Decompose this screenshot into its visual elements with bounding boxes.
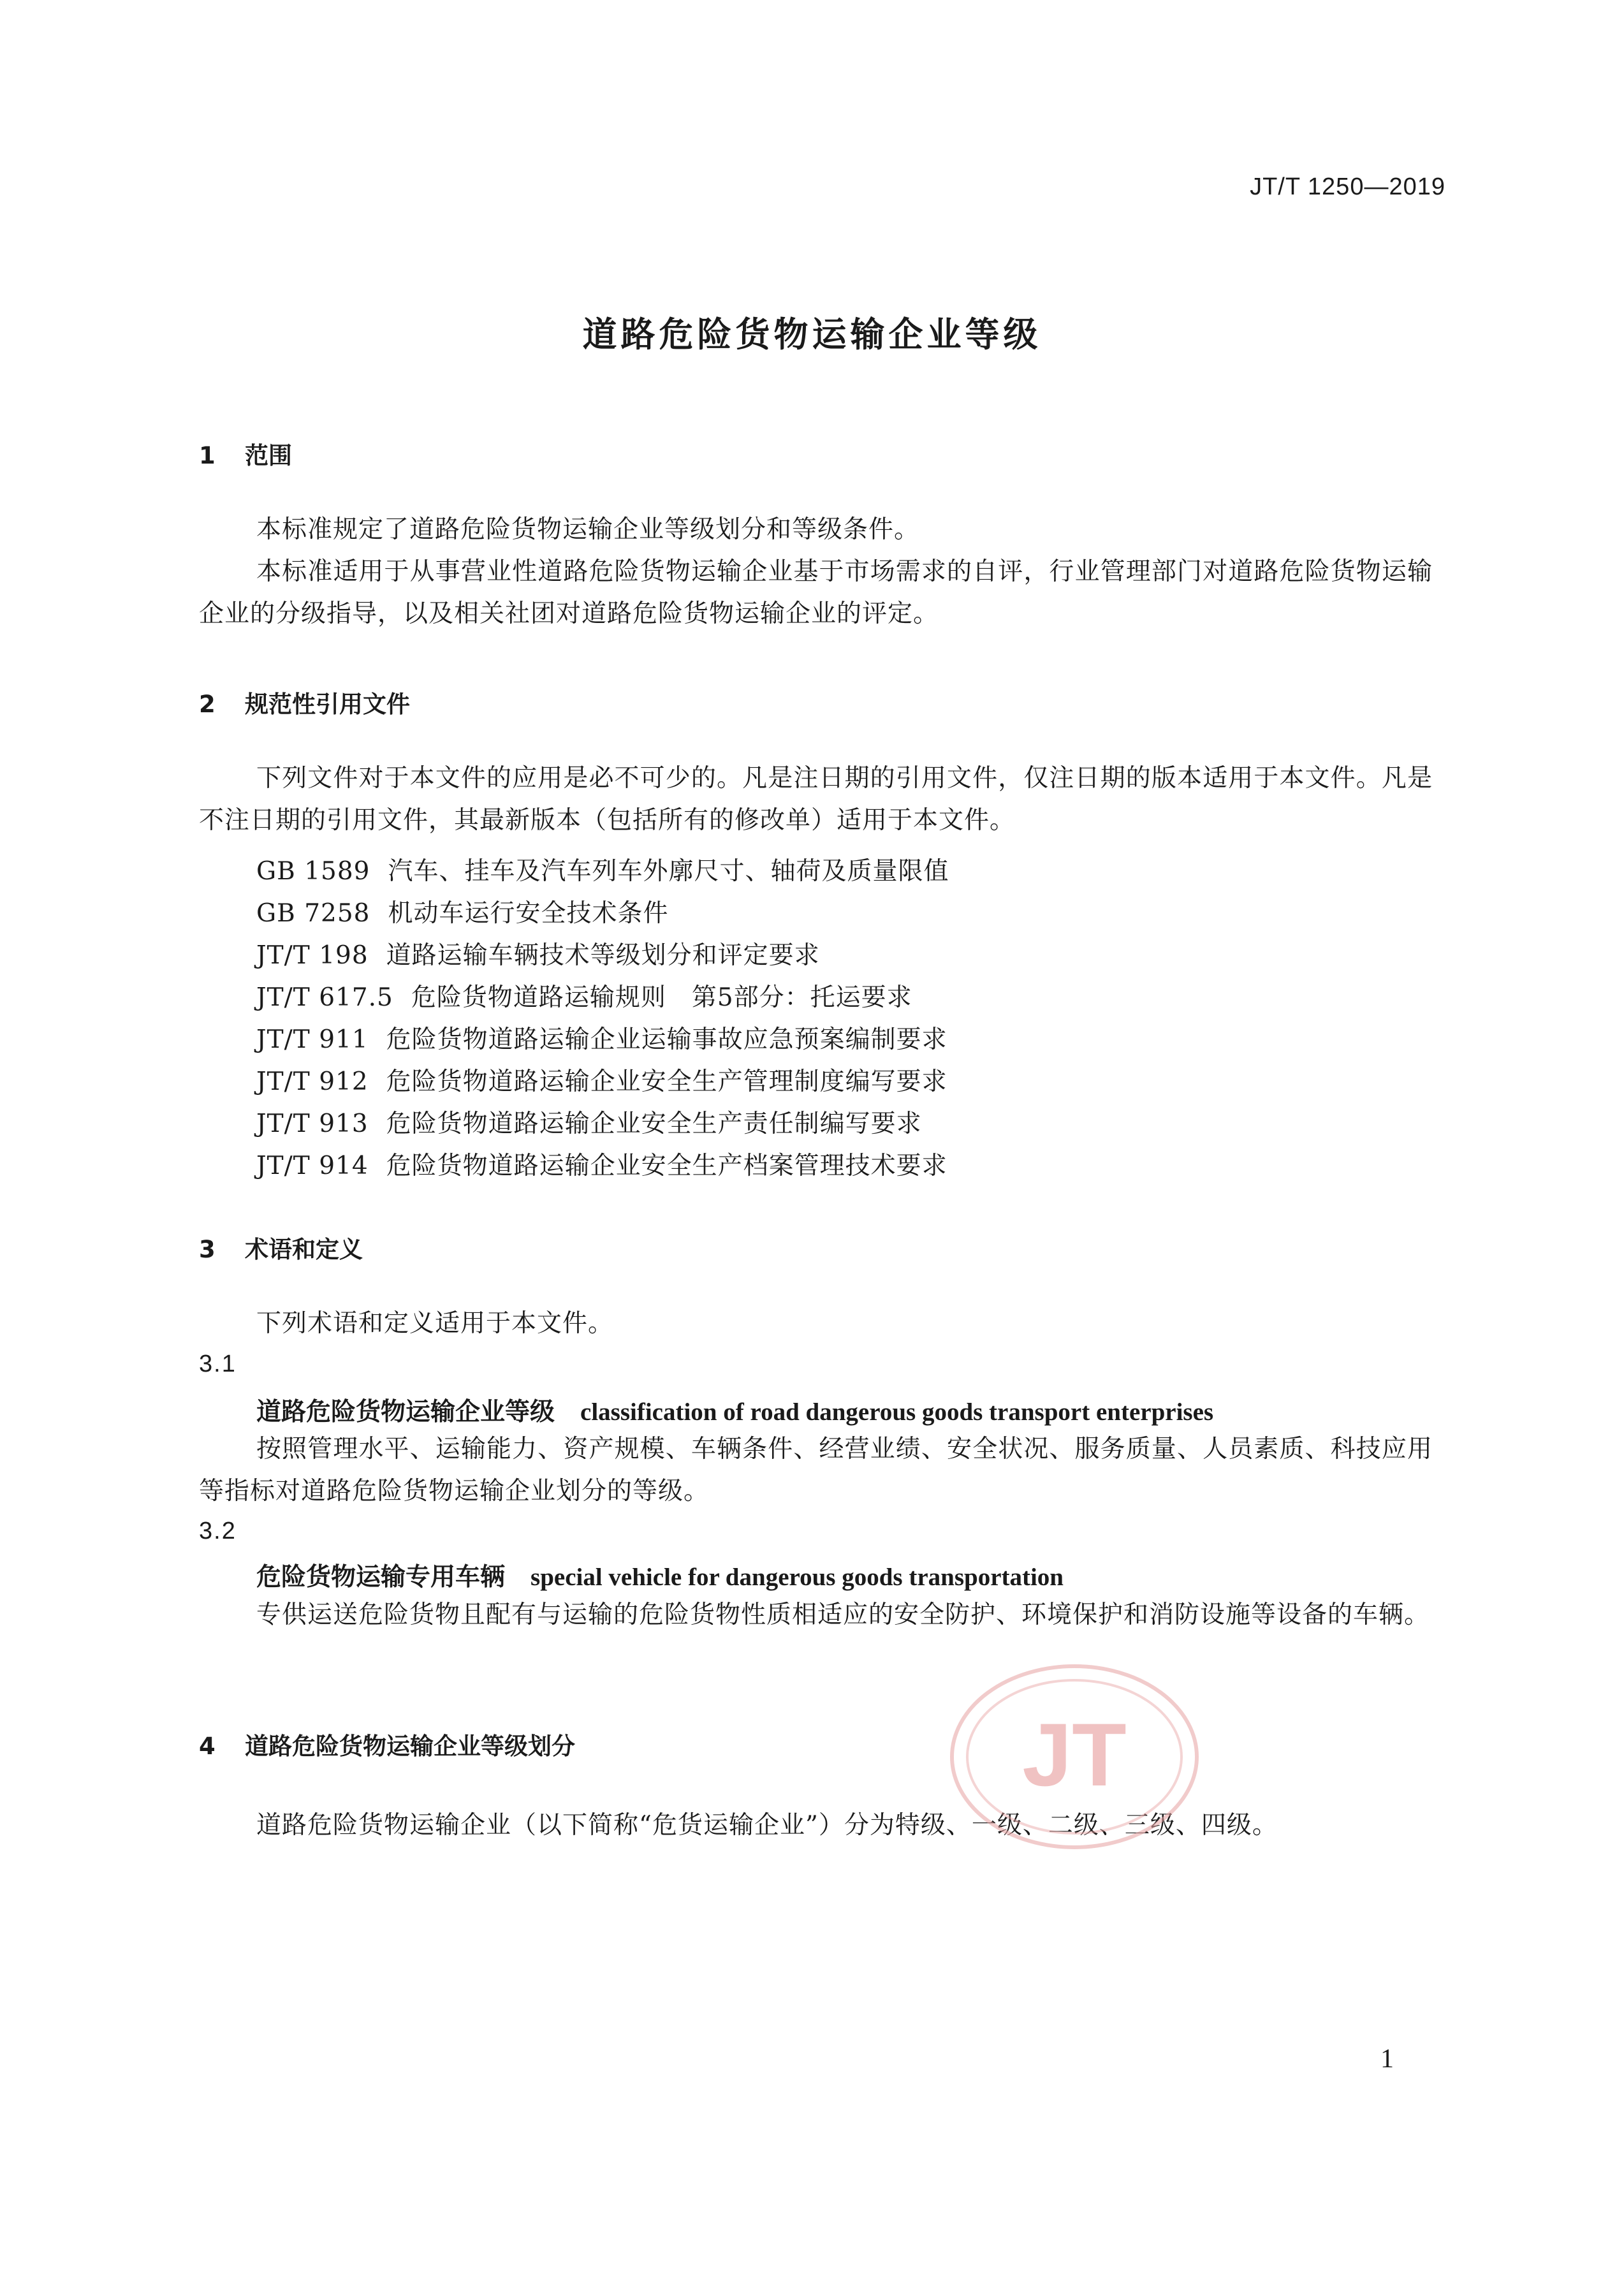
section-2-intro: 下列文件对于本文件的应用是必不可少的。凡是注日期的引用文件，仅注日期的版本适用于本文件。凡是不注日期的引用文件，其最新版本（包括所有的修改单）适用于本文件。 bbox=[199, 764, 1433, 835]
term-english: classification of road dangerous goods transport enterprises bbox=[580, 1398, 1214, 1426]
reference-item bbox=[256, 978, 912, 1013]
reference-code: JT/T 911 bbox=[256, 1025, 369, 1054]
section-number: 2 bbox=[199, 691, 216, 718]
reference-title: 危险货物道路运输企业运输事故应急预案编制要求 bbox=[386, 1025, 947, 1054]
reference-code: JT/T 198 bbox=[256, 941, 369, 970]
term-definition: 专供运送危险货物且配有与运输的危险货物性质相适应的安全防护、环境保护和消防设施等设备的车辆。 bbox=[256, 1601, 1430, 1629]
section-number: 4 bbox=[199, 1733, 216, 1760]
reference-item bbox=[256, 1146, 947, 1182]
reference-title: 危险货物道路运输规则 第5部分：托运要求 bbox=[411, 983, 912, 1012]
term-chinese: 危险货物运输专用车辆 bbox=[256, 1563, 506, 1592]
term-number: 3.1 bbox=[199, 1351, 237, 1377]
section-number: 3 bbox=[199, 1236, 216, 1263]
reference-title: 道路运输车辆技术等级划分和评定要求 bbox=[386, 941, 820, 970]
reference-code: GB 7258 bbox=[256, 899, 370, 928]
term-number: 3.2 bbox=[199, 1518, 237, 1544]
document-title: 道路危险货物运输企业等级 bbox=[582, 314, 1042, 355]
reference-title: 危险货物道路运输企业安全生产责任制编写要求 bbox=[386, 1110, 922, 1138]
section-number: 1 bbox=[199, 442, 216, 469]
term-definition: 按照管理水平、运输能力、资产规模、车辆条件、经营业绩、安全状况、服务质量、人员素质、科技应用等指标对道路危险货物运输企业划分的等级。 bbox=[199, 1435, 1433, 1506]
reference-code: GB 1589 bbox=[256, 857, 370, 886]
page-number: 1 bbox=[1380, 2044, 1394, 2074]
reference-item bbox=[256, 851, 949, 887]
section-title: 规范性引用文件 bbox=[245, 691, 410, 718]
term-chinese: 道路危险货物运输企业等级 bbox=[256, 1398, 555, 1426]
reference-item bbox=[256, 893, 668, 929]
reference-title: 汽车、挂车及汽车列车外廓尺寸、轴荷及质量限值 bbox=[388, 857, 949, 886]
jt-watermark-stamp bbox=[947, 1661, 1202, 1852]
term-english: special vehicle for dangerous goods transportation bbox=[530, 1564, 1064, 1591]
section-title: 范围 bbox=[245, 442, 292, 469]
reference-title: 危险货物道路运输企业安全生产档案管理技术要求 bbox=[386, 1152, 947, 1180]
reference-item bbox=[256, 935, 820, 971]
reference-code: JT/T 914 bbox=[256, 1152, 369, 1180]
standard-code: JT/T 1250—2019 bbox=[1250, 173, 1445, 200]
reference-title: 机动车运行安全技术条件 bbox=[388, 899, 669, 928]
section-title: 术语和定义 bbox=[245, 1236, 363, 1263]
section-4-heading bbox=[199, 1727, 575, 1761]
section-1-paragraph-1: 本标准规定了道路危险货物运输企业等级划分和等级条件。 bbox=[256, 515, 920, 544]
section-4-paragraph: 道路危险货物运输企业（以下简称“危货运输企业”）分为特级、一级、二级、三级、四级。 bbox=[256, 1811, 1278, 1840]
section-title: 道路危险货物运输企业等级划分 bbox=[245, 1733, 575, 1760]
section-3-intro: 下列术语和定义适用于本文件。 bbox=[256, 1309, 614, 1338]
reference-item bbox=[256, 1020, 947, 1055]
section-3-heading bbox=[199, 1230, 363, 1264]
reference-item bbox=[256, 1062, 947, 1097]
term-heading bbox=[256, 1557, 1064, 1593]
section-1-paragraph-2: 本标准适用于从事营业性道路危险货物运输企业基于市场需求的自评，行业管理部门对道路危险货物运输企业的分级指导，以及相关社团对道路危险货物运输企业的评定。 bbox=[199, 557, 1433, 628]
reference-code: JT/T 617.5 bbox=[256, 983, 393, 1012]
reference-code: JT/T 913 bbox=[256, 1110, 369, 1138]
term-heading bbox=[256, 1392, 1213, 1428]
reference-title: 危险货物道路运输企业安全生产管理制度编写要求 bbox=[386, 1067, 947, 1096]
reference-item bbox=[256, 1104, 922, 1140]
section-1-heading bbox=[199, 436, 292, 471]
section-2-heading bbox=[199, 685, 410, 719]
stamp-text: JT bbox=[1022, 1704, 1127, 1805]
reference-code: JT/T 912 bbox=[256, 1067, 369, 1096]
